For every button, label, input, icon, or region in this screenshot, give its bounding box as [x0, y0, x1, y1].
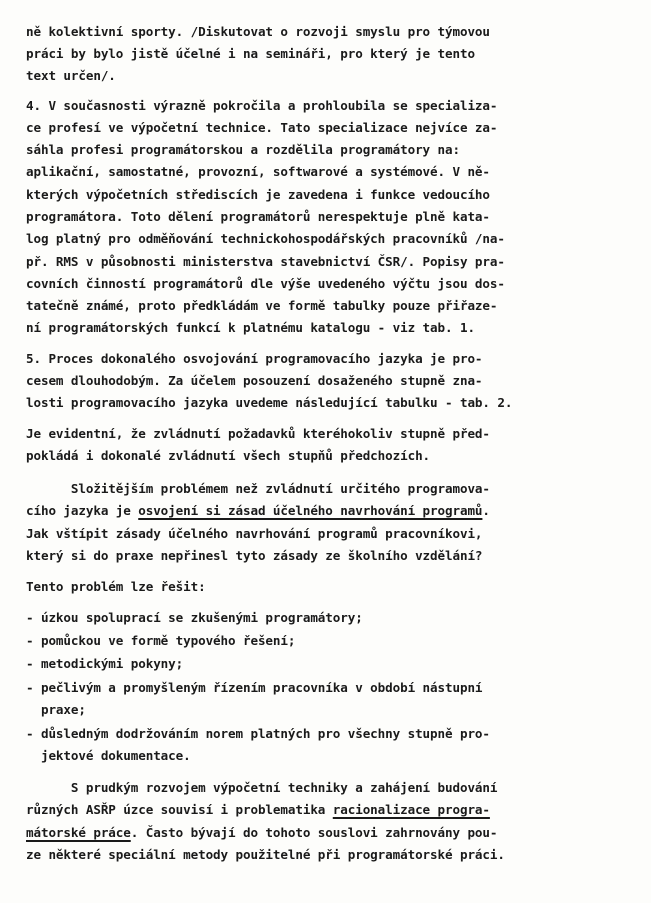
text-line	[26, 68, 116, 84]
line-text: - úzkou spoluprací se zkušenými programátory;	[26, 610, 363, 625]
text-line	[26, 548, 482, 564]
text-line	[26, 209, 490, 225]
text-line	[26, 780, 497, 796]
line-text: - pečlivým a promyšleným řízením pracovníka v období nástupní	[26, 680, 483, 695]
line-text: . Často bývají do tohoto souslovi zahrnovány pou-	[130, 825, 498, 840]
text-line	[26, 748, 191, 764]
line-text: Složitějším problémem než zvládnutí určitého programova-	[26, 481, 490, 496]
line-text: př. RMS v působnosti ministerstva stavebnictví ČSR/. Popisy pra-	[26, 254, 505, 269]
text-line	[26, 373, 482, 389]
text-line	[26, 448, 430, 464]
text-line	[26, 526, 482, 542]
line-text: pokládá i dokonalé zvládnutí všech stupňů předchozích.	[26, 448, 431, 463]
line-text: Je evidentní, že zvládnutí požadavků kteréhokoliv stupně před-	[26, 426, 490, 441]
text-line	[26, 702, 86, 718]
line-text: aplikační, samostatné, provozní, softwarové a systémové. V ně-	[26, 164, 490, 179]
text-line	[26, 481, 490, 497]
line-text: ze některé speciální metody použitelné při programátorské práci.	[26, 847, 505, 862]
line-text: ce profesí ve výpočetní technice. Tato specializace nejvíce za-	[26, 120, 498, 135]
line-text: S prudkým rozvojem výpočetní techniky a zahájení budování	[26, 780, 498, 795]
line-text: ně kolektivní sporty. /Diskutovat o rozvoji smyslu pro týmovou	[26, 24, 490, 39]
text-line	[26, 426, 490, 442]
line-text: Jak vštípit zásady účelného navrhování programů pracovníkovi,	[26, 526, 483, 541]
line-text: tatečně známé, proto předkládám ve formě tabulky pouze přiřaze-	[26, 298, 498, 313]
line-text: sáhla profesi programátorskou a rozdělila programátory na:	[26, 142, 460, 157]
line-text: různých ASŘP úzce souvisí i problematika	[26, 802, 333, 817]
text-line	[26, 726, 490, 742]
underlined-text: racionalizace progra-	[332, 802, 490, 817]
underlined-text: osvojení si zásad účelného navrhování programů	[138, 503, 483, 518]
text-line	[26, 503, 490, 519]
line-text: 5. Proces dokonalého osvojování programovacího jazyka je pro-	[26, 351, 483, 366]
text-line	[26, 231, 505, 247]
text-line	[26, 802, 490, 818]
line-text: text určen/.	[26, 68, 116, 83]
text-line	[26, 276, 505, 292]
text-line	[26, 254, 505, 270]
text-line	[26, 24, 490, 40]
line-text: 4. V současnosti výrazně pokročila a prohloubila se specializa-	[26, 98, 498, 113]
line-text: .	[482, 503, 490, 518]
line-text: covních činností programátorů dle výše uvedeného výčtu jsou dos-	[26, 276, 505, 291]
text-line	[26, 320, 475, 336]
text-line	[26, 46, 475, 62]
line-text: Tento problém lze řešit:	[26, 579, 206, 594]
text-line	[26, 656, 183, 672]
text-line	[26, 579, 206, 595]
text-line	[26, 825, 497, 841]
text-line	[26, 164, 490, 180]
line-text: ní programátorských funkcí k platnému katalogu - viz tab. 1.	[26, 320, 475, 335]
line-text: - důsledným dodržováním norem platných pro všechny stupně pro-	[26, 726, 490, 741]
line-text: jektové dokumentace.	[26, 748, 191, 763]
underlined-text: mátorské práce	[26, 825, 131, 840]
text-line	[26, 847, 505, 863]
line-text: práci by bylo jistě účelné i na semináři, pro který je tento	[26, 46, 475, 61]
text-line	[26, 680, 482, 696]
line-text: programátora. Toto dělení programátorů nerespektuje plně kata-	[26, 209, 490, 224]
line-text: který si do praxe nepřinesl tyto zásady ze školního vzdělání?	[26, 548, 483, 563]
text-line	[26, 298, 497, 314]
text-line	[26, 120, 497, 136]
line-text: cesem dlouhodobým. Za účelem posouzení dosaženého stupně zna-	[26, 373, 483, 388]
line-text: - metodickými pokyny;	[26, 656, 184, 671]
text-line	[26, 98, 497, 114]
line-text: praxe;	[26, 702, 86, 717]
line-text: log platný pro odměňování technickohospodářských pracovníků /na-	[26, 231, 505, 246]
text-line	[26, 187, 490, 203]
line-text: kterých výpočetních střediscích je zavedena i funkce vedoucího	[26, 187, 490, 202]
line-text: losti programovacího jazyka uvedeme následující tabulku - tab. 2.	[26, 395, 513, 410]
text-line	[26, 610, 363, 626]
line-text: - pomůckou ve formě typového řešení;	[26, 633, 296, 648]
text-line	[26, 142, 460, 158]
text-line	[26, 351, 482, 367]
line-text: cího jazyka je	[26, 503, 139, 518]
text-line	[26, 395, 512, 411]
text-line	[26, 633, 295, 649]
